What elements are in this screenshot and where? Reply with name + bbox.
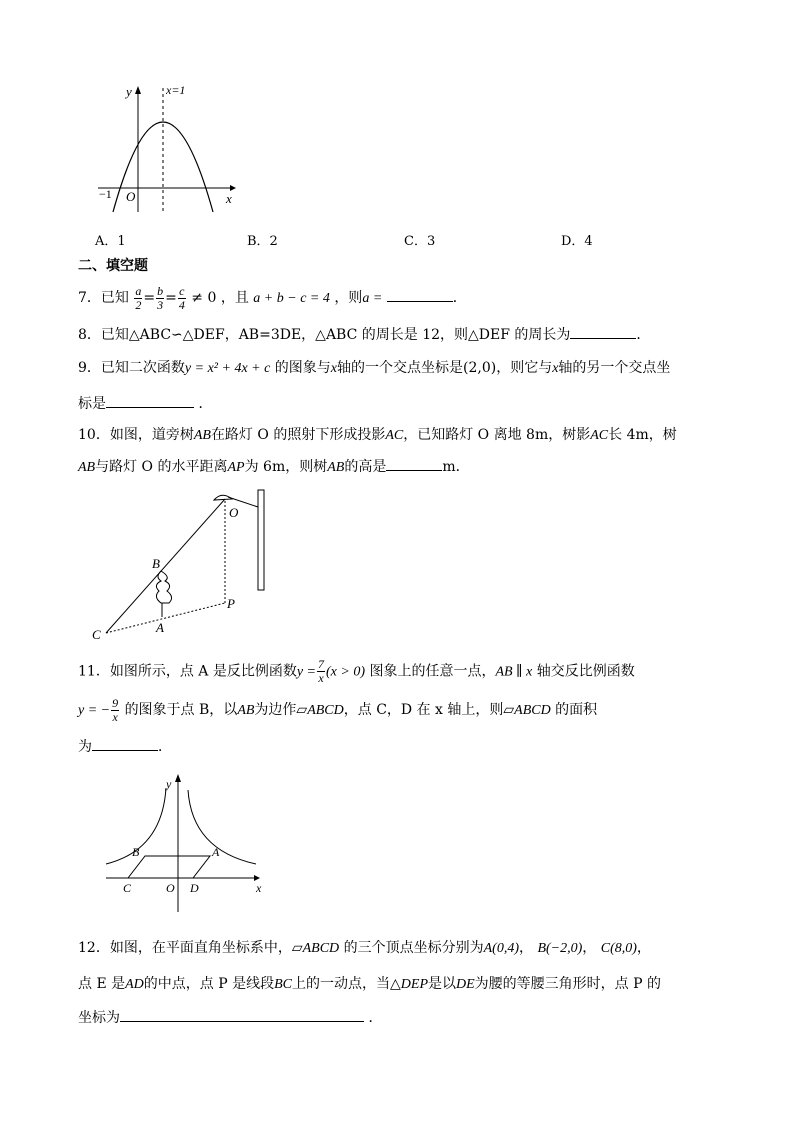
- fig10-label-C: C: [92, 627, 101, 642]
- q11-answer-blank[interactable]: [92, 738, 158, 751]
- fraction-c-over-4: $\frac{c}{4}$: [178, 283, 185, 312]
- fig10-label-P: P: [227, 596, 235, 611]
- hyperbola-right-branch: [188, 790, 256, 864]
- fraction-b-over-3: $\frac{b}{3}$: [157, 283, 164, 312]
- q12-answer-blank[interactable]: [120, 1009, 364, 1022]
- fig1-x-label: x: [226, 191, 232, 206]
- option-c[interactable]: C．3: [404, 234, 436, 249]
- question-11-line1: 11．如图所示，点 A 是反比例函数y = $\frac{7}{x}$ (x > 0) 图象上的任意一点，AB ∥ x 轴交反比例函数: [78, 657, 635, 685]
- question-7: 7．已知 $\frac{a}{2}$ = $\frac{b}{3}$ = $\frac{c}{4}$ ≠ 0 ，且 a + b − c = 4 ，则a = ．: [78, 283, 467, 312]
- question-12-line3: 坐标为 ．: [78, 1010, 383, 1026]
- option-a[interactable]: A．1: [95, 234, 126, 249]
- light-ray: [106, 499, 225, 633]
- y-axis-arrow: [135, 86, 141, 94]
- fig1-line-label: x=1: [166, 83, 186, 97]
- ground-line: [106, 603, 225, 633]
- hyperbola-figure: [100, 772, 270, 917]
- question-12-line1: 12．如图，在平面直角坐标系中，▱ABCD 的三个顶点坐标分别为A(0,4)， B(−2,0)， C(8,0)，: [78, 940, 651, 956]
- question-10-line1: 10．如图，道旁树AB在路灯 O 的照射下形成投影AC，已知路灯 O 离地 8m，树影AC长 4m，树: [78, 427, 677, 443]
- fig1-minus-one: −1: [99, 187, 112, 201]
- fraction-7-over-x: $\frac{7}{x}$: [318, 657, 324, 685]
- fig11-label-C: C: [123, 881, 132, 895]
- question-11-line3: 为 ．: [78, 739, 172, 755]
- lamp-shade: [214, 495, 232, 500]
- question-8: 8．已知△ABC∽△DEF，AB=3DE，△ABC 的周长是 12，则△DEF 的周长为 ．: [78, 327, 651, 343]
- option-d[interactable]: D．4: [561, 234, 593, 249]
- fig11-label-B: B: [132, 845, 140, 859]
- fraction-a-over-2: $\frac{a}{2}$: [135, 283, 142, 312]
- fraction-9-over-x: $\frac{9}{x}$: [112, 695, 119, 724]
- parabola-figure: [90, 80, 250, 220]
- fig11-label-y: y: [166, 777, 172, 791]
- fig10-label-A: A: [156, 620, 164, 635]
- light-pole: [258, 490, 264, 590]
- question-10-line2: AB与路灯 O 的水平距离AP为 6m，则树AB的高是 m．: [78, 459, 470, 475]
- fig10-label-O: O: [229, 505, 239, 520]
- fig11-label-D: D: [190, 881, 199, 895]
- streetlight-figure: [88, 485, 278, 645]
- q9-answer-blank[interactable]: [106, 395, 194, 408]
- question-12-line2: 点 E 是AD的中点，点 P 是线段BC上的一动点，当△DEP是以DE为腰的等腰三角形时，点 P 的: [78, 976, 661, 992]
- q8-answer-blank[interactable]: [570, 326, 636, 339]
- question-11-line2: y = − $\frac{9}{x}$ 的图象于点 B，以AB为边作▱ABCD，点 C，D 在 x 轴上，则▱ABCD 的面积: [78, 695, 598, 724]
- fig11-label-A: A: [212, 845, 220, 859]
- q7-answer-blank[interactable]: [387, 289, 453, 302]
- fig11-label-x: x: [256, 881, 262, 895]
- option-b[interactable]: B．2: [247, 234, 278, 249]
- fig1-origin: O: [126, 189, 136, 204]
- tree-shape: [156, 571, 171, 603]
- question-9-line1: 9．已知二次函数y = x² + 4x + c 的图象与x轴的一个交点坐标是(2,0)，则它与x轴的另一个交点坐: [78, 360, 671, 376]
- fig10-label-B: B: [152, 556, 160, 571]
- y-axis-arrow: [175, 774, 181, 782]
- q10-answer-blank[interactable]: [386, 458, 442, 471]
- parallelogram-ABCD: [128, 856, 210, 878]
- question-9-line2: 标是 ．: [78, 396, 213, 412]
- fig11-label-O: O: [166, 881, 175, 895]
- section-title: 二、填空题: [78, 258, 148, 274]
- fig1-y-label: y: [126, 84, 132, 99]
